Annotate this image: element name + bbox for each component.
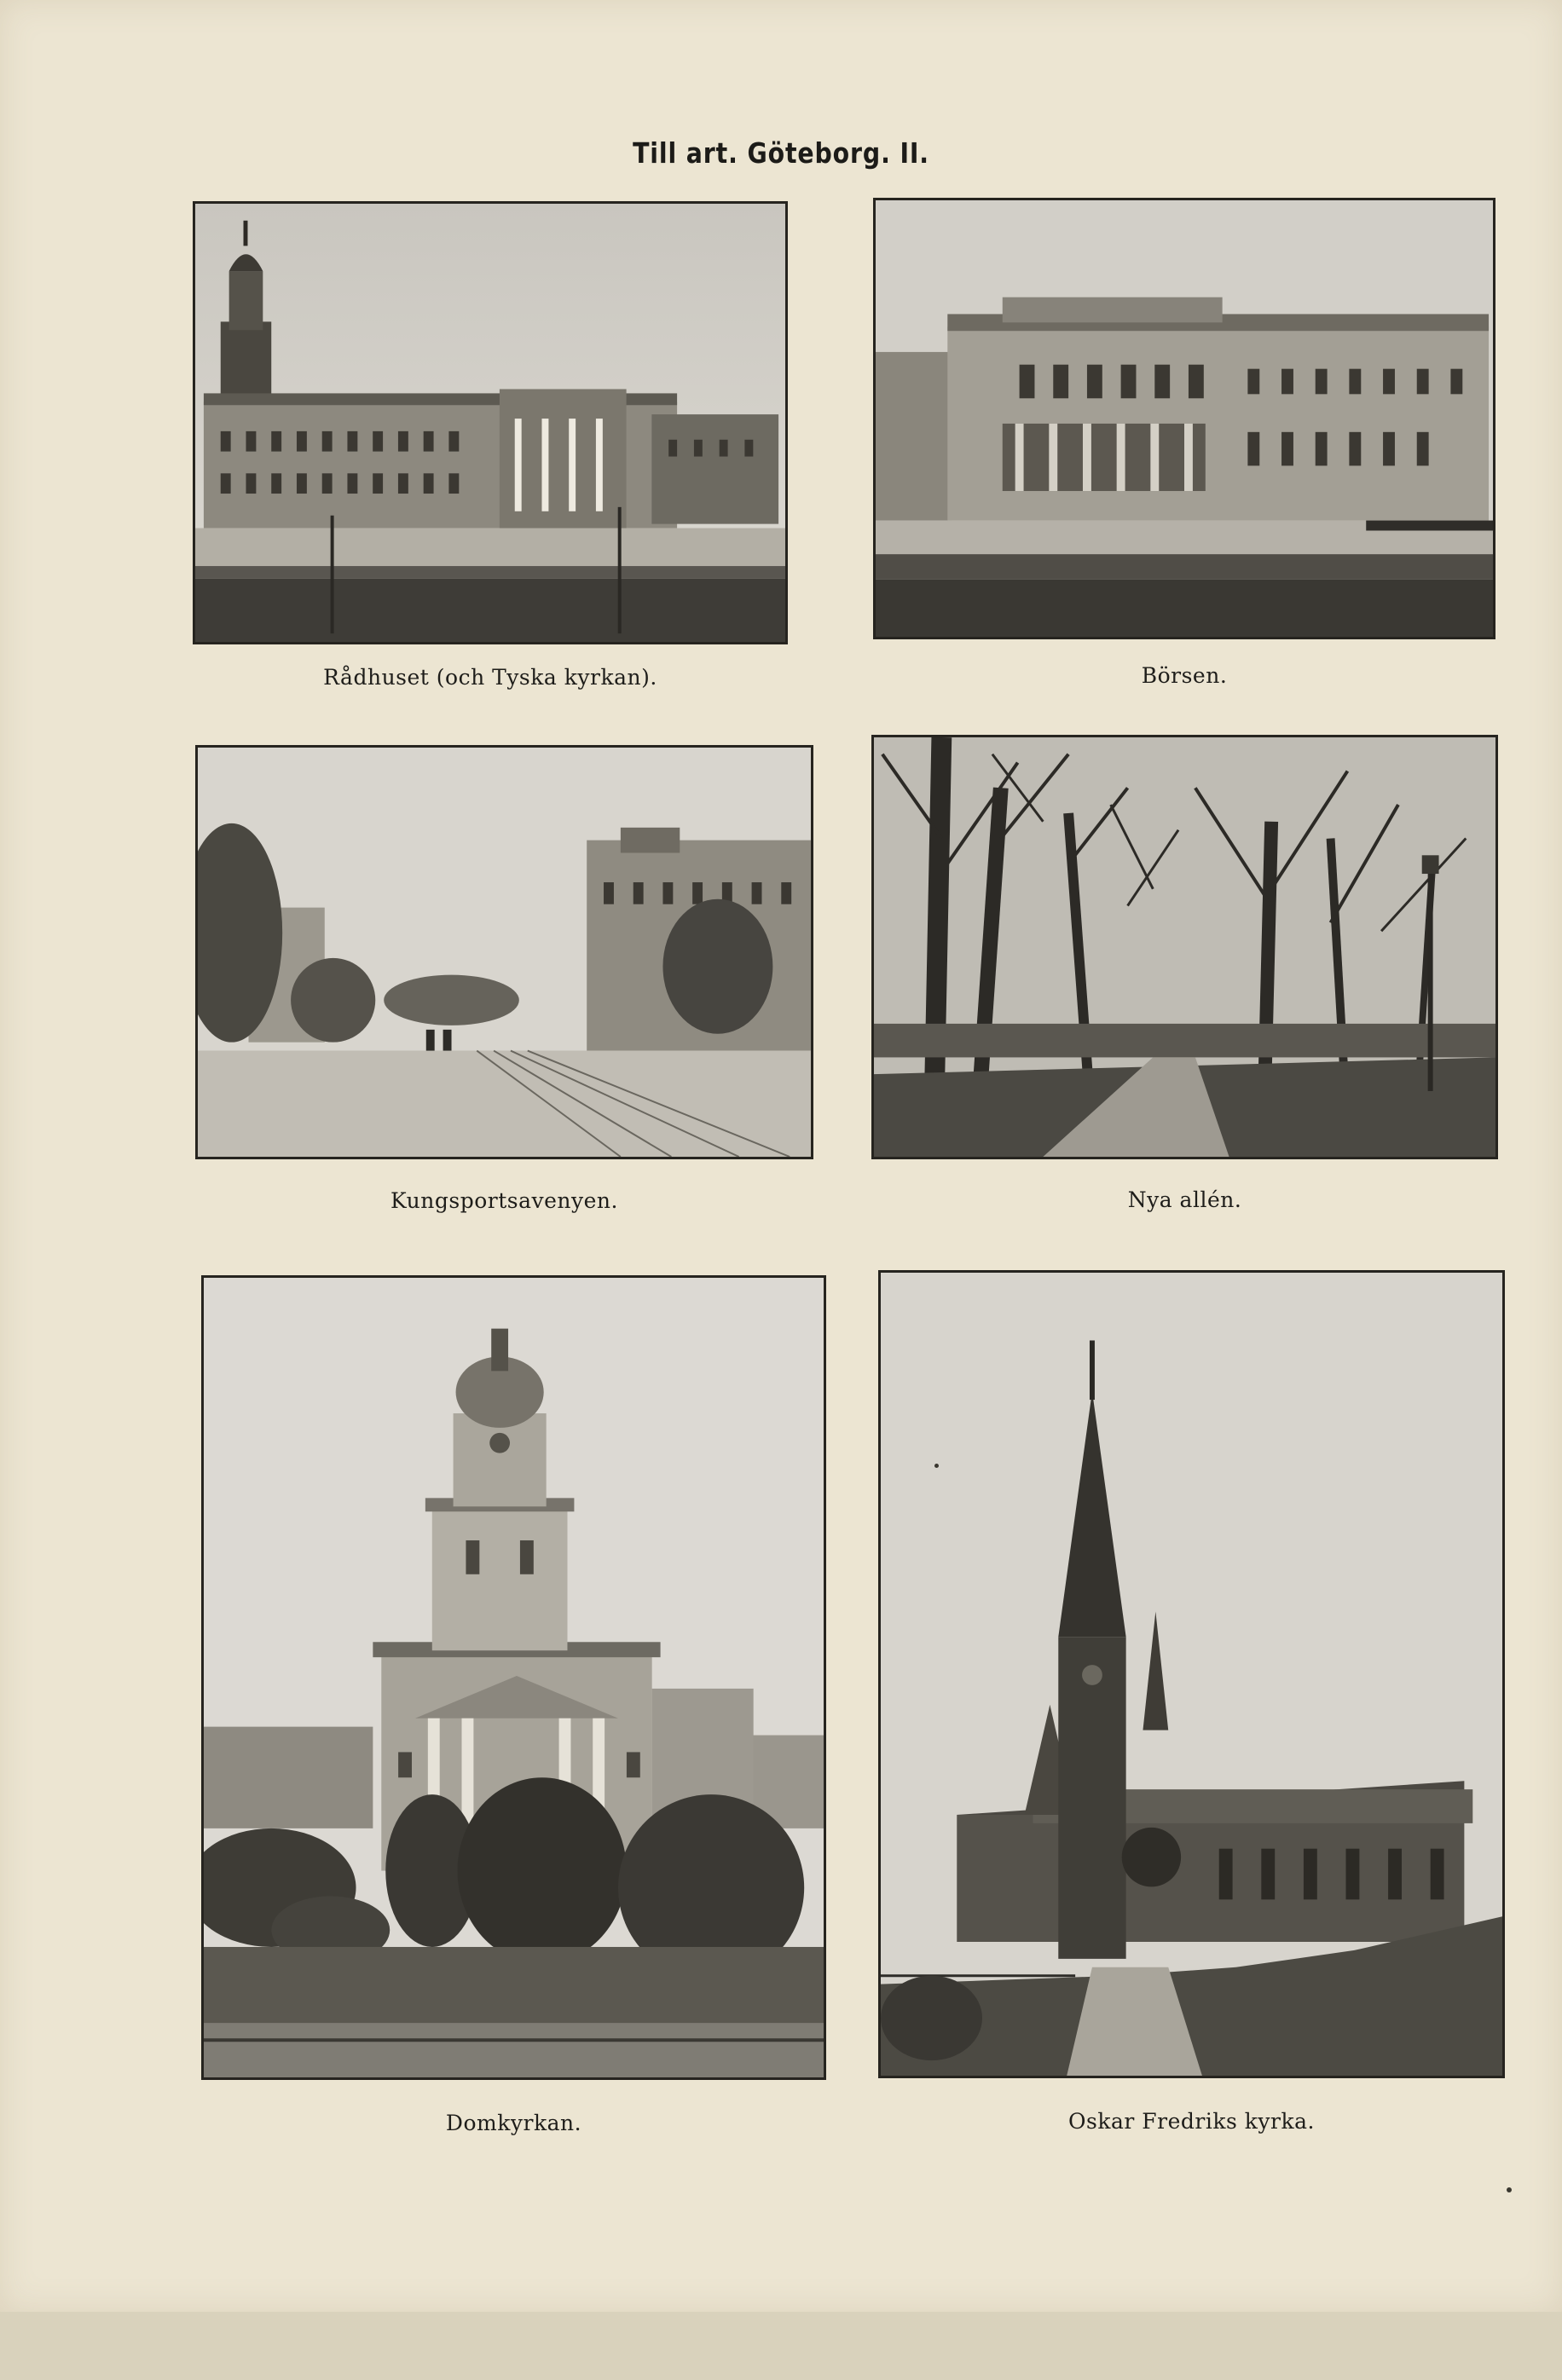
caption-oskar-fredriks-kyrka: Oskar Fredriks kyrka. [1068, 2109, 1315, 2134]
photo-borsen [873, 198, 1495, 639]
photo-kungsportsavenyen [195, 745, 813, 1159]
radhuset-illustration [195, 204, 785, 642]
oskar-fredriks-kyrka-illustration [881, 1273, 1502, 2076]
caption-domkyrkan: Domkyrkan. [445, 2111, 582, 2135]
borsen-illustration [876, 200, 1493, 637]
photo-radhuset [193, 201, 788, 644]
paper-speck [934, 1464, 939, 1468]
photo-domkyrkan [201, 1275, 826, 2080]
nya-allen-illustration [874, 737, 1495, 1157]
paper-speck [1507, 2187, 1512, 2192]
caption-borsen: Börsen. [1141, 663, 1228, 688]
photo-oskar-fredriks-kyrka [878, 1270, 1505, 2078]
domkyrkan-illustration [204, 1278, 824, 2077]
photo-nya-allen [871, 735, 1498, 1159]
caption-nya-allen: Nya allén. [1127, 1187, 1242, 1212]
caption-radhuset: Rådhuset (och Tyska kyrkan). [323, 665, 657, 690]
kungsportsavenyen-illustration [198, 748, 811, 1157]
caption-kungsportsavenyen: Kungsportsavenyen. [390, 1188, 618, 1213]
page-title: Till art. Göteborg. II. [633, 136, 929, 170]
